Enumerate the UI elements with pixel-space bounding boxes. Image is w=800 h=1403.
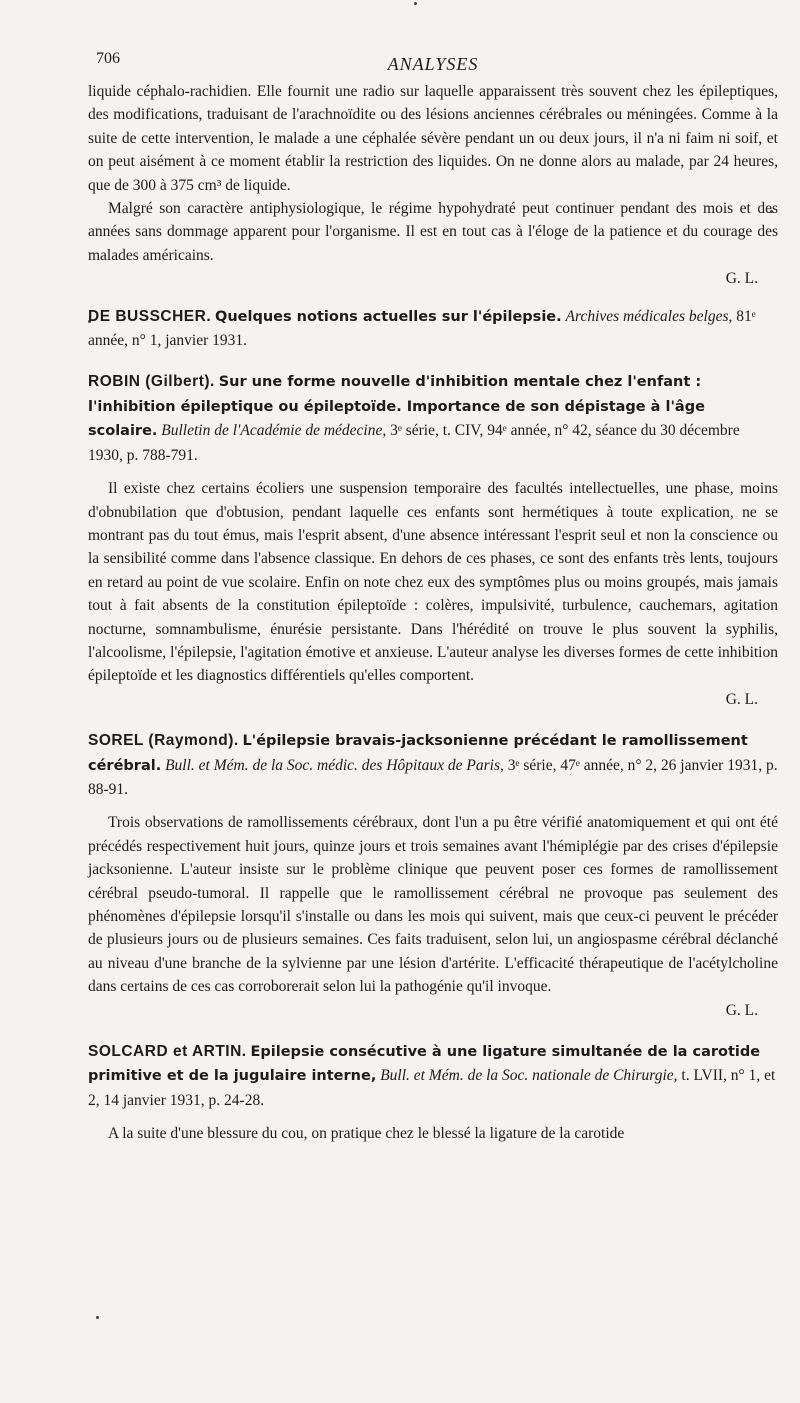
entry-de-busscher <box>88 305 778 353</box>
entry-body: A la suite d'une blessure du cou, on pratique chez le blessé la ligature de la carotide <box>108 1125 625 1143</box>
entry-author: SOLCARD et ARTIN. <box>88 1043 247 1061</box>
entry-author: ROBIN (Gilbert). <box>88 373 215 391</box>
entry-reference <box>88 729 778 801</box>
intro-paragraph-2: Malgré son caractère antiphysiologique, le régime hypohydraté peut continuer pendant des mois et des années sans dommage apparent pour l'organisme. Il est en tout cas à l'éloge de la patience et du courage des malades américains. <box>88 200 778 264</box>
entry-details: 81ᵉ année, n° 1, janvier 1931. <box>88 307 756 350</box>
running-head: ANALYSES <box>387 54 479 74</box>
page-number: 706 <box>96 50 120 67</box>
entry-solcard-artin <box>88 1040 778 1146</box>
entry-details: t. LVII, n° 1, et 2, 14 janvier 1931, p. 24-28. <box>88 1067 776 1109</box>
page-header <box>88 50 778 80</box>
entry-journal: Archives médicales belges, <box>565 307 733 325</box>
entry-sorel <box>88 729 778 1022</box>
entry-title: Sur une forme nouvelle d'inhibition mentale chez l'enfant : l'inhibition épileptique ou épileptoïde. Importance de son dépistage à l'âge scolaire. <box>88 374 705 440</box>
entry-reference <box>88 305 778 353</box>
entry-details: 3ᵉ série, t. CIV, 94ᵉ année, n° 42, séance du 30 décembre 1930, p. 788-791. <box>88 422 740 464</box>
page <box>88 50 778 1146</box>
entry-body: Trois observations de ramollissements cérébraux, dont l'un a pu être vérifié anatomiquement et qui ont été précédés respectivement huit jours, quinze jours et trois semaines avant l'hémiplégie par des crises d'épilepsie jacksonienne. L'auteur insiste sur le problème clinique que peuvent poser ces formes de ramollissement cérébral pseudo-tumoral. Il rappelle que le ramollissement cérébral ne provoque pas seulement des phénomènes d'épilepsie lorsqu'il s'installe ou dans les mois qui suivent, mais que ceux-ci peuvent le précéder de plusieurs jours ou de plusieurs semaines. Ces faits traduisent, selon lui, un angiospasme cérébral déclanché au niveau d'une branche de la sylvienne par une lésion d'artérite. L'efficacité thérapeutique de l'acétylcholine dans certains de ces cas corroborerait selon lui la pathogénie qu'il invoque. <box>88 814 778 996</box>
entry-journal: Bull. et Mém. de la Soc. médic. des Hôpitaux de Paris, <box>165 756 504 774</box>
entry-author: SOREL (Raymond). <box>88 732 239 750</box>
entry-title: Epilepsie consécutive à une ligature simultanée de la carotide primitive et de la jugulaire interne, <box>88 1044 761 1085</box>
speck <box>414 2 417 5</box>
entry-title: L'épilepsie bravais-jacksonienne précédant le ramollissement cérébral. <box>88 733 748 774</box>
entry-reference <box>88 370 778 467</box>
intro-signature: G. L. <box>725 270 758 288</box>
entry-journal: Bulletin de l'Académie de médecine, <box>161 422 387 440</box>
entry-journal: Bull. et Mém. de la Soc. nationale de Chirurgie, <box>380 1067 678 1085</box>
entry-reference <box>88 1040 778 1112</box>
entry-author: DE BUSSCHER. <box>88 307 212 325</box>
entry-body: Il existe chez certains écoliers une suspension temporaire des facultés intellectuelles, une phase, moins d'obnubilation que d'obtusion, pendant laquelle ces enfants sont hermétiques à toute explication, ne se montrant pas du tout émus, mais l'esprit absent, d'une absence intéressant l'esprit seul et non la conscience ou la sensibilité comme dans l'absence classique. En dehors de ces phases, ce sont des enfants très lents, toujours en retard au point de vue scolaire. Enfin on note chez eux des symptômes plus ou moins groupés, mais jamais tout à fait absents de la constitution épileptoïde : colères, impulsivité, turbulence, cauchemars, agitation nocturne, somnambulisme, énurésie persistante. Dans l'hérédité on trouve le plus souvent la syphilis, l'alcoolisme, l'épilepsie, l'agitation émotive et anxieuse. L'auteur analyse les diverses formes de cette inhibition épileptoïde et les diagnostics différentiels qu'elles comportent. <box>88 480 778 685</box>
entry-signature: G. L. <box>725 1001 758 1019</box>
speck <box>96 1316 99 1319</box>
entry-signature: G. L. <box>725 690 758 708</box>
entry-robin <box>88 370 778 711</box>
entry-title: Quelques notions actuelles sur l'épilepsie. <box>215 308 562 325</box>
intro-paragraph-1: liquide céphalo-rachidien. Elle fournit une radio sur laquelle apparaissent très souvent chez les épileptiques, des modifications, traduisant de l'arachnoïdite ou des lésions anciennes cérébrales ou méningées. Comme à la suite de cette intervention, le malade a une céphalée sévère pendant un ou deux jours, il n'a ni faim ni soif, et on peut aisément à ce moment établir la restriction des liquides. On ne donne alors au malade, par 24 heures, que de 300 à 375 cm³ de liquide. <box>88 83 778 194</box>
entry-details: 3ᵉ série, 47ᵉ année, n° 2, 26 janvier 1931, p. 88-91. <box>88 756 778 798</box>
